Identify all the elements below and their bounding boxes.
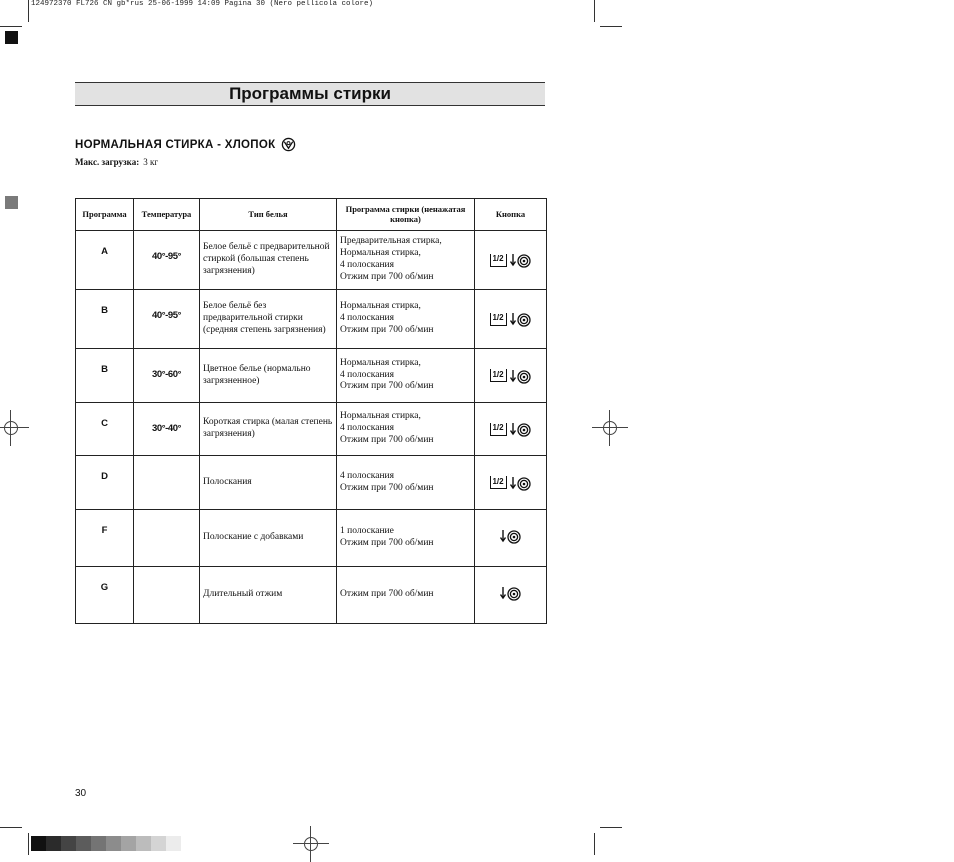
page-number: 30 xyxy=(75,788,87,799)
wash-program-line: Предварительная стирка, xyxy=(340,236,442,247)
crop-mark xyxy=(28,0,29,22)
color-swatch xyxy=(151,836,166,851)
wash-program-line: Отжим при 700 об/мин xyxy=(340,538,434,548)
half-load-icon: 1/2 xyxy=(490,423,507,436)
temperature-range: 40°-95° xyxy=(134,231,200,290)
crop-mark xyxy=(594,0,595,22)
temperature-range xyxy=(134,456,200,510)
wash-program xyxy=(337,567,475,624)
button-icons xyxy=(475,290,547,349)
side-marker xyxy=(5,196,18,209)
button-icons xyxy=(475,456,547,510)
temperature-range: 30°-40° xyxy=(134,403,200,456)
wash-program xyxy=(337,510,475,567)
color-swatch xyxy=(91,836,106,851)
temperature-range: 30°-60° xyxy=(134,349,200,403)
crop-mark xyxy=(600,827,622,828)
color-swatch xyxy=(106,836,121,851)
wash-program-line: Отжим при 700 об/мин xyxy=(340,381,434,392)
button-icons xyxy=(475,510,547,567)
temperature-range xyxy=(134,567,200,624)
header-wash-program: Программа стирки (ненажатая кнопка) xyxy=(337,199,475,231)
temperature-range: 40°-95° xyxy=(134,290,200,349)
wash-program-line: 4 полоскания xyxy=(340,260,395,270)
program-letter: F xyxy=(76,510,134,567)
wash-program-line: Нормальная стирка, xyxy=(340,248,421,259)
color-swatch xyxy=(136,836,151,851)
button-icons xyxy=(475,231,547,290)
temperature-range xyxy=(134,510,200,567)
wash-program-line: Нормальная стирка, xyxy=(340,301,421,312)
crop-mark xyxy=(0,26,22,27)
header-laundry-type: Тип белья xyxy=(200,199,337,231)
color-swatch xyxy=(46,836,61,851)
button-icons xyxy=(475,403,547,456)
crop-mark xyxy=(600,26,622,27)
page-title-bar xyxy=(75,82,545,106)
section-heading-text: НОРМАЛЬНАЯ СТИРКА - ХЛОПОК xyxy=(75,138,276,151)
table-row xyxy=(76,231,547,290)
laundry-type: Короткая стирка (малая степень загрязнения) xyxy=(200,403,337,456)
half-load-icon: 1/2 xyxy=(490,476,507,489)
laundry-type: Полоскание с добавками xyxy=(200,510,337,567)
wash-program-line: Отжим при 700 об/мин xyxy=(340,271,434,282)
wash-program-line: Отжим при 700 об/мин xyxy=(340,482,434,493)
crop-mark xyxy=(0,827,22,828)
color-swatches xyxy=(31,836,181,851)
laundry-type: Белое бельё без предварительной стирки (средняя степень загрязнения) xyxy=(200,290,337,349)
max-load-value: 3 кг xyxy=(143,157,159,167)
wash-program-line: Отжим при 700 об/мин xyxy=(340,434,434,445)
wash-program xyxy=(337,290,475,349)
wash-program-line: 1 полоскание xyxy=(340,526,394,537)
spin-icon xyxy=(510,311,532,327)
wash-program xyxy=(337,403,475,456)
program-letter: C xyxy=(76,403,134,456)
wash-program xyxy=(337,456,475,510)
color-swatch xyxy=(76,836,91,851)
program-letter: B xyxy=(76,290,134,349)
page-title: Программы стирки xyxy=(229,84,391,103)
color-swatch xyxy=(61,836,76,851)
button-icons xyxy=(475,349,547,403)
half-load-icon: 1/2 xyxy=(490,369,507,382)
print-slug: 124972370 FL726 CN gb*rus 25-06-1999 14:09 Pagina 30 (Nero pellicola colore) xyxy=(31,0,374,8)
program-letter: B xyxy=(76,349,134,403)
wash-program-line: Нормальная стирка, xyxy=(340,357,421,368)
program-letter: D xyxy=(76,456,134,510)
spin-icon xyxy=(510,252,532,268)
wash-program xyxy=(337,231,475,290)
color-swatch xyxy=(31,836,46,851)
registration-mark-bottom xyxy=(301,834,321,854)
wash-program-line: 4 полоскания xyxy=(340,313,395,324)
header-button: Кнопка xyxy=(475,199,547,231)
wash-program-line: Отжим при 700 об/мин xyxy=(340,589,434,600)
table-row xyxy=(76,510,547,567)
color-swatch xyxy=(166,836,181,851)
color-swatch xyxy=(121,836,136,851)
section-heading xyxy=(75,137,296,152)
spin-icon xyxy=(510,368,532,384)
crop-mark xyxy=(594,833,595,855)
registration-mark-right xyxy=(600,418,620,438)
table-row xyxy=(76,567,547,624)
spin-icon xyxy=(500,585,522,601)
max-load-info xyxy=(75,157,158,167)
wash-program-line: Нормальная стирка, xyxy=(340,411,421,422)
spin-icon xyxy=(500,528,522,544)
wash-program-line: 4 полоскания xyxy=(340,470,395,481)
table-header-row xyxy=(76,199,547,231)
table-row xyxy=(76,403,547,456)
spin-icon xyxy=(510,421,532,437)
header-temperature: Температура xyxy=(134,199,200,231)
table-row xyxy=(76,349,547,403)
wash-program-line: 4 полоскания xyxy=(340,369,395,380)
wash-program-line: 4 полоскания xyxy=(340,423,395,434)
table-row xyxy=(76,290,547,349)
cotton-symbol-icon xyxy=(281,137,296,152)
wash-program xyxy=(337,349,475,403)
crop-mark xyxy=(28,833,29,855)
registration-mark-left xyxy=(1,418,21,438)
button-icons xyxy=(475,567,547,624)
header-program: Программа xyxy=(76,199,134,231)
table-row xyxy=(76,456,547,510)
program-letter: A xyxy=(76,231,134,290)
programs-table xyxy=(75,198,547,624)
wash-program-line: Отжим при 700 об/мин xyxy=(340,324,434,335)
corner-marker xyxy=(5,31,18,44)
laundry-type: Длительный отжим xyxy=(200,567,337,624)
max-load-label: Макс. загрузка: xyxy=(75,157,140,167)
spin-icon xyxy=(510,475,532,491)
program-letter: G xyxy=(76,567,134,624)
laundry-type: Белое бельё с предварительной стиркой (большая степень загрязнения) xyxy=(200,231,337,290)
half-load-icon: 1/2 xyxy=(490,313,507,326)
half-load-icon: 1/2 xyxy=(490,254,507,267)
laundry-type: Полоскания xyxy=(200,456,337,510)
laundry-type: Цветное белье (нормально загрязненное) xyxy=(200,349,337,403)
